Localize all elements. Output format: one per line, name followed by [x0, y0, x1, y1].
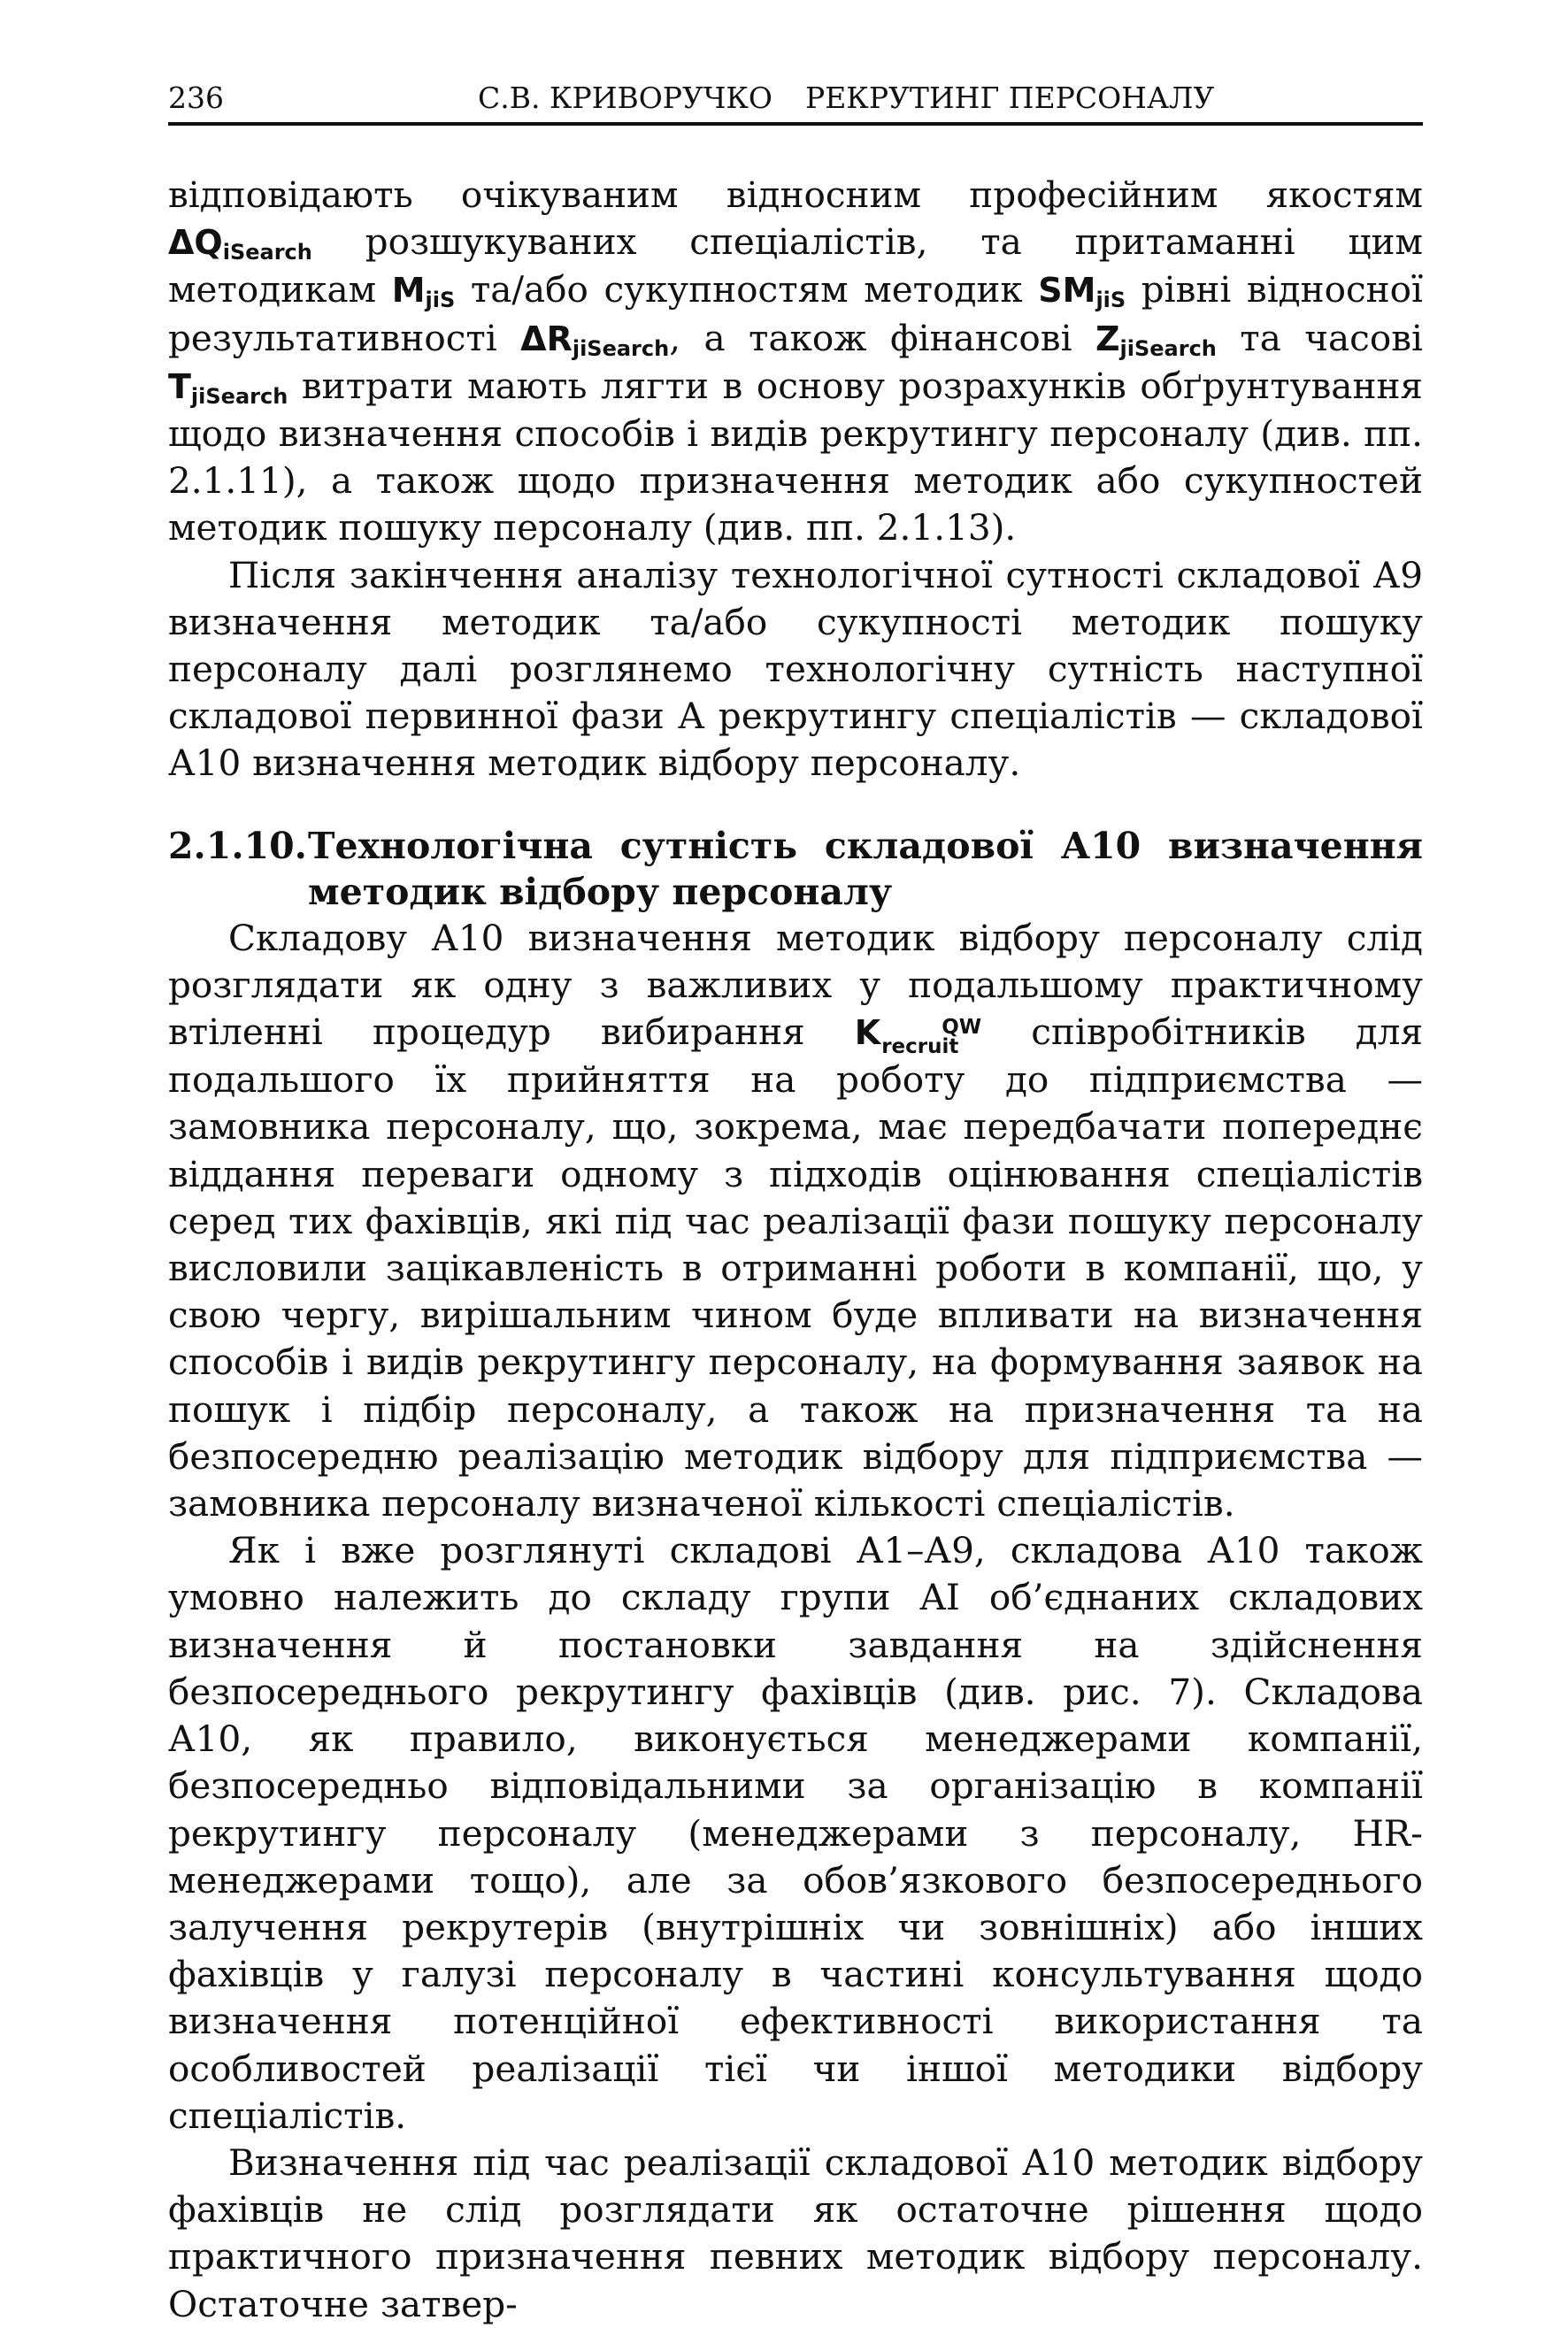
formula-sm-jis: $SM_{jiS}$ — [1038, 271, 1126, 313]
text-run: розшукуваних спеціалістів, та притаманні цим методикам — [168, 220, 1423, 311]
running-head-book-title: РЕКРУТИНГ ПЕРСОНАЛУ — [805, 81, 1215, 115]
text-run: , а також фінансові — [669, 316, 1095, 359]
text-run: витрати мають лягти в основу розрахунків обґрунтування щодо визначення способів і видів рекрутингу персоналу (див. пп. 2.1.11), а також щодо призначення методик або сукупностей методик пошуку персоналу (див. пп. 2.1.13). — [168, 364, 1423, 549]
text-run: рівні відносної результативності — [168, 268, 1423, 359]
formula-m-jis: $M_{jiS}$ — [391, 271, 456, 313]
formula-delta-r-jisearch: $\Delta R_{jiSearch}$ — [520, 319, 670, 361]
formula-z-jisearch: $Z_{jiSearch}$ — [1095, 319, 1217, 361]
running-head-author: С.В. КРИВОРУЧКО — [478, 81, 772, 115]
paragraph: Як і вже розглянуті складові А1–А9, складова А10 також умовно належить до складу групи AI об’єднаних складових визначення й постановки завдання на здійснення безпосереднього рекрутингу фахівців (див. рис. 7). Складова А10, як правило, виконується менеджерами компанії, безпосередньо відповідальними за організацію в компанії рекрутингу персоналу (менеджерами з персоналу, HR-менеджерами тощо), але за обов’язкового безпосереднього залучення рекрутерів (внутрішніх чи зовнішніх) або інших фахівців у галузі персоналу в частині консультування щодо визначення потенційної ефективності використання та особливостей реалізації тієї чи іншої методики відбору спеціалістів. — [168, 1529, 1423, 2137]
formula-k-qw-recruit: K QW recruit — [854, 1013, 982, 1059]
text-run: та/або сукупностям методик — [455, 268, 1039, 311]
header-rule — [168, 122, 1423, 126]
text-run: та часові — [1216, 316, 1423, 359]
section-number: 2.1.10. — [168, 824, 307, 867]
formula-t-jisearch: $T_{jiSearch}$ — [168, 366, 288, 409]
text-run: відповідають очікуваним відносним професійним якостям — [168, 173, 1423, 216]
section-heading — [168, 823, 1423, 915]
text-run: Складову А10 визначення методик відбору персоналу слід розглядати як одну з важливих у подальшому практичному втіленні процедур вибирання — [168, 916, 1423, 1054]
formula-delta-q-isearch: $\Delta Q_{iSearch}$ — [168, 223, 312, 265]
paragraph — [168, 915, 1423, 1528]
text-run: співробітників для подальшого їх прийняття на роботу до підприємства — замовника персоналу, що, зокрема, має передбачати попереднє віддання переваги одному з підходів оцінювання спеціалістів серед тих фахівців, які під час реалізації фази пошуку персоналу висловили зацікавленість в отриманні роботи в компанії, що, у свою чергу, вирішальним чином буде впливати на визначення способів і видів рекрутингу персоналу, на формування заявок на пошук і підбір персоналу, а також на призначення та на безпосередню реалізацію методик відбору для підприємства — замовника персоналу визначеної кількості спеціалістів. — [168, 1010, 1424, 1525]
page-number: 236 — [168, 81, 224, 115]
paragraph-continuation — [168, 172, 1423, 552]
section-title: Технологічна сутність складової А10 визначення методик відбору персоналу — [308, 824, 1423, 913]
book-page — [168, 78, 1423, 2328]
body-text — [168, 172, 1423, 2328]
paragraph: Після закінчення аналізу технологічної сутності складової А9 визначення методик та/або сукупності методик пошуку персоналу далі розглянемо технологічну сутність наступної складової первинної фази А рекрутингу спеціалістів — складової А10 визначення методик відбору персоналу. — [168, 553, 1423, 785]
running-head — [168, 78, 1423, 119]
paragraph: Визначення під час реалізації складової А10 методик відбору фахівців не слід розглядати як остаточне рішення щодо практичного призначення певних методик відбору персоналу. Остаточне затвер- — [168, 2140, 1423, 2325]
